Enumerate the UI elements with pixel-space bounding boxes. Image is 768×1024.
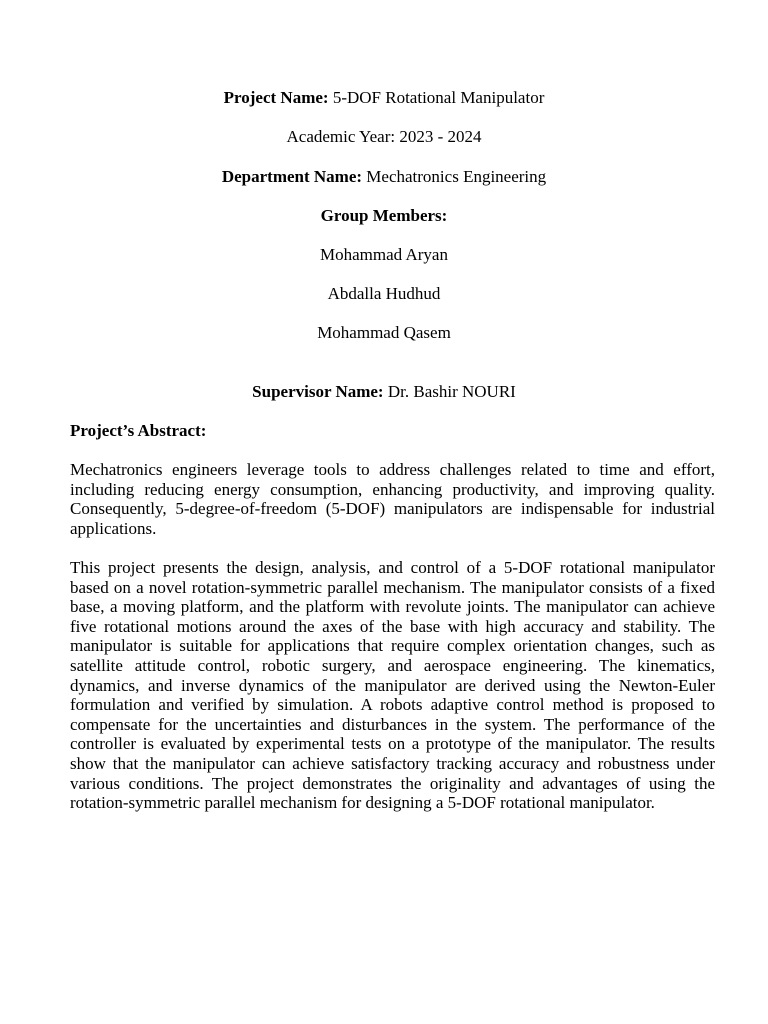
- department-label: Department Name:: [221, 167, 363, 186]
- member-name: Mohammad Qasem: [317, 323, 451, 342]
- supervisor-label: Supervisor Name:: [252, 382, 384, 401]
- project-name-line: [0, 88, 768, 108]
- member-name: Abdalla Hudhud: [327, 284, 441, 303]
- project-name-label: Project Name:: [223, 88, 329, 107]
- supervisor-value: Dr. Bashir NOURI: [387, 382, 516, 401]
- department-value: Mechatronics Engineering: [366, 167, 547, 186]
- group-members-label: Group Members:: [320, 206, 448, 225]
- supervisor-line: [0, 382, 768, 402]
- abstract-heading: Project’s Abstract:: [70, 421, 207, 440]
- abstract-paragraph: This project presents the design, analysis, and control of a 5-DOF rotational manipulator based on a novel rotation-symmetric parallel mechanism. The manipulator consists of a fixed base, a moving platform, and the platform with revolute joints. The manipulator can achieve five rotational motions around the axes of the base with high accuracy and stability. The manipulator is suitable for applications that require complex orientation changes, such as satellite attitude control, robotic surgery, and aerospace engineering. The kinematics, dynamics, and inverse dynamics of the manipulator are derived using the Newton-Euler formulation and verified by simulation. A robots adaptive control method is proposed to compensate for the uncertainties and disturbances in the system. The performance of the controller is evaluated by experimental tests on a prototype of the manipulator. The results show that the manipulator can achieve satisfactory tracking accuracy and robustness under various conditions. The project demonstrates the originality and advantages of using the rotation-symmetric parallel mechanism for designing a 5-DOF rotational manipulator.: [70, 558, 715, 813]
- member-name: Mohammad Aryan: [320, 245, 448, 264]
- department-line: [0, 167, 768, 187]
- abstract-paragraph: Mechatronics engineers leverage tools to address challenges related to time and effort, including reducing energy consumption, enhancing productivity, and improving quality. Consequently, 5-degree-of-freedom (5-DOF) manipulators are indispensable for industrial applications.: [70, 460, 715, 538]
- academic-year: Academic Year: 2023 - 2024: [286, 127, 482, 146]
- project-name-value: 5-DOF Rotational Manipulator: [332, 88, 545, 107]
